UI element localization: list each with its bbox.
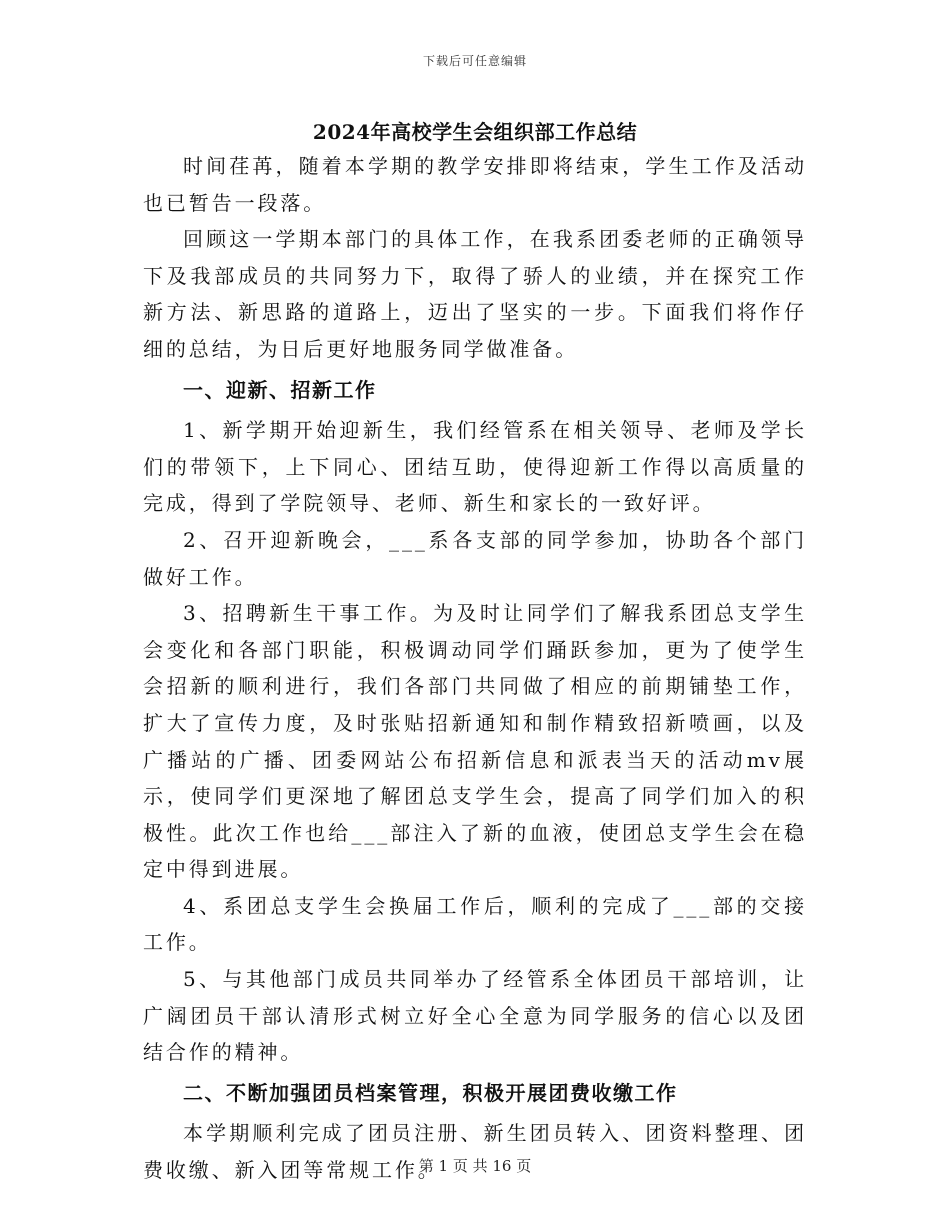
document-body xyxy=(143,148,807,1189)
page-number-footer: 第 1 页 共 16 页 xyxy=(418,1157,532,1175)
paragraph-review: 回顾这一学期本部门的具体工作，在我系团委老师的正确领导下及我部成员的共同努力下，取得了骄人的业绩，并在探究工作新方法、新思路的道路上，迈出了坚实的一步。下面我们将作仔细的总结，为日后更好地服务同学做准备。 xyxy=(143,227,807,361)
header-note: 下载后可任意编辑 xyxy=(422,54,527,68)
paragraph-item-5: 5、与其他部门成员共同举办了经管系全体团员干部培训，让广阔团员干部认清形式树立好全心全意为同学服务的信心以及团结合作的精神。 xyxy=(143,967,807,1065)
paragraph-item-4: 4、系团总支学生会换届工作后，顺利的完成了___部的交接工作。 xyxy=(143,893,807,955)
document-title: 2024年高校学生会组织部工作总结 xyxy=(312,120,638,144)
paragraph-item-1: 1、新学期开始迎新生，我们经管系在相关领导、老师及学长们的带领下，上下同心、团结互助，使得迎新工作得以高质量的完成，得到了学院领导、老师、新生和家长的一致好评。 xyxy=(143,418,807,516)
section-heading-1: 一、迎新、招新工作 xyxy=(183,377,377,402)
section-heading-2: 二、不断加强团员档案管理，积极开展团费收缴工作 xyxy=(183,1080,678,1105)
paragraph-intro: 时间荏苒，随着本学期的教学安排即将结束，学生工作及活动也已暂告一段落。 xyxy=(143,154,807,215)
paragraph-item-2: 2、召开迎新晚会，___系各支部的同学参加，协助各个部门做好工作。 xyxy=(143,527,807,589)
paragraph-archive: 本学期顺利完成了团员注册、新生团员转入、团资料整理、团费收缴、新入团等常规工作。 xyxy=(143,1121,807,1183)
paragraph-item-3: 3、招聘新生干事工作。为及时让同学们了解我系团总支学生会变化和各部门职能，积极调动同学们踊跃参加，更为了使学生会招新的顺利进行，我们各部门共同做了相应的前期铺垫工作，扩大了宣传力度，及时张贴招新通知和制作精致招新喷画，以及广播站的广播、团委网站公布招新信息和派表当天的活动mv展示，使同学们更深地了解团总支学生会，提高了同学们加入的积极性。此次工作也给___部注入了新的血液，使团总支学生会在稳定中得到进展。 xyxy=(143,601,807,882)
